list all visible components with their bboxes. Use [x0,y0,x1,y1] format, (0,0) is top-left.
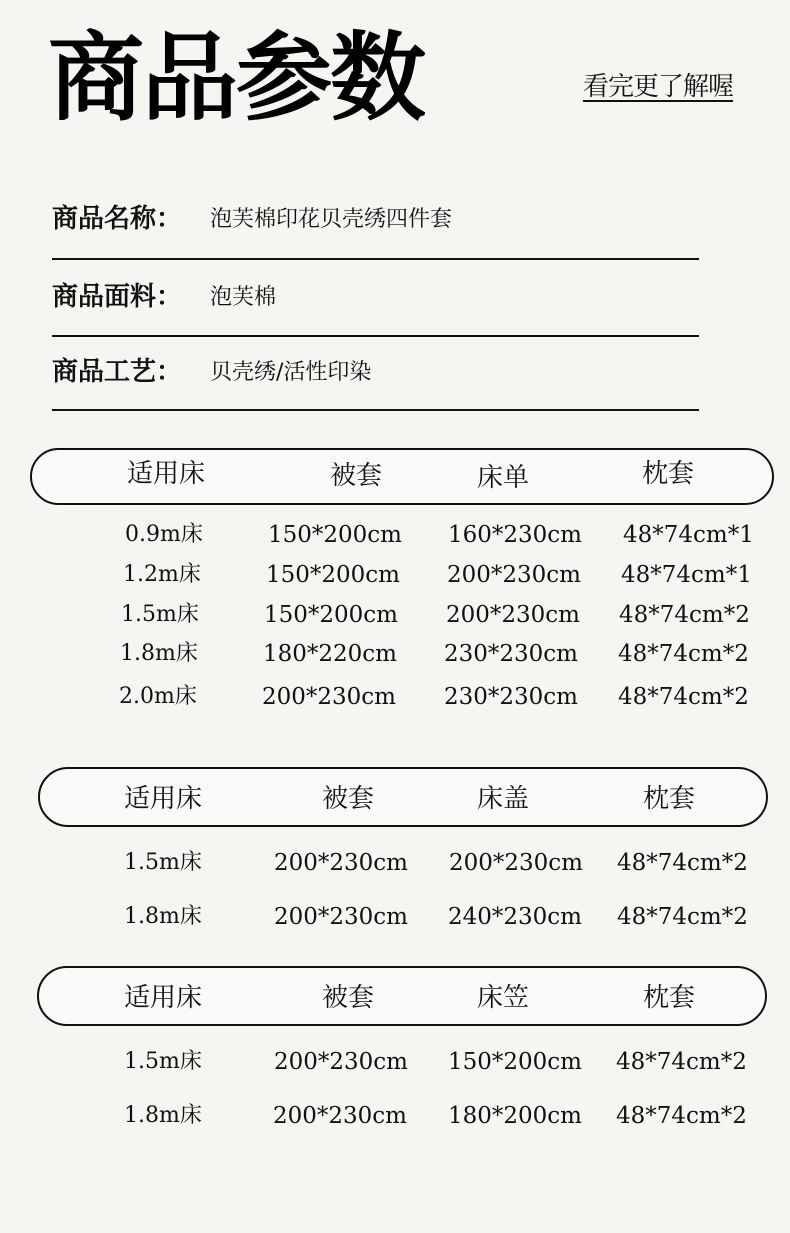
sheet-size: 230*230cm [444,684,578,710]
duvet-size: 200*230cm [262,684,396,710]
duvet-size: 200*230cm [274,1049,408,1075]
pillowcase-size: 48*74cm*1 [623,522,754,548]
info-value: 泡芙棉印花贝壳绣四件套 [210,207,453,232]
column-header: 被套 [322,784,375,814]
bed-size: 1.5m床 [124,850,202,875]
column-header: 适用床 [124,784,203,814]
divider [52,335,699,337]
bed-size: 1.8m床 [120,641,198,666]
column-header: 被套 [322,983,375,1013]
pillowcase-size: 48*74cm*1 [621,562,752,588]
bedspread-size: 200*230cm [449,850,583,876]
duvet-size: 150*200cm [268,522,402,548]
pillowcase-size: 48*74cm*2 [617,850,748,876]
column-header: 适用床 [124,983,203,1013]
sheet-size: 230*230cm [444,641,578,667]
column-header: 适用床 [127,459,206,489]
learn-more-link[interactable]: 看完更了解喔 [583,72,734,102]
column-header: 床盖 [477,784,530,814]
info-value: 贝壳绣/活性印染 [210,360,372,385]
info-label: 商品面料： [52,282,183,312]
duvet-size: 180*220cm [263,641,397,667]
pillowcase-size: 48*74cm*2 [618,641,749,667]
info-value: 泡芙棉 [210,285,277,310]
column-header: 枕套 [643,983,696,1013]
sheet-size: 200*230cm [446,602,580,628]
pillowcase-size: 48*74cm*2 [617,904,748,930]
pillowcase-size: 48*74cm*2 [616,1103,747,1129]
sheet-size: 200*230cm [447,562,581,588]
info-label: 商品工艺： [52,357,183,387]
page-title: 商品参数 [48,22,424,134]
bed-size: 1.8m床 [124,904,202,929]
column-header: 床单 [477,463,530,493]
sheet-size: 160*230cm [448,522,582,548]
bedspread-size: 240*230cm [448,904,582,930]
bed-size: 0.9m床 [125,522,203,547]
column-header: 被套 [330,461,383,491]
column-header: 床笠 [477,983,530,1013]
pillowcase-size: 48*74cm*2 [618,684,749,710]
divider [52,258,699,260]
duvet-size: 150*200cm [266,562,400,588]
info-label: 商品名称： [52,204,183,234]
duvet-size: 200*230cm [274,850,408,876]
bed-size: 1.5m床 [121,602,199,627]
bed-size: 1.8m床 [124,1103,202,1128]
duvet-size: 200*230cm [273,1103,407,1129]
divider [52,409,699,411]
column-header: 枕套 [642,459,695,489]
fitted-sheet-size: 180*200cm [448,1103,582,1129]
duvet-size: 200*230cm [274,904,408,930]
bed-size: 1.5m床 [124,1049,202,1074]
pillowcase-size: 48*74cm*2 [616,1049,747,1075]
bed-size: 2.0m床 [119,684,197,709]
column-header: 枕套 [643,784,696,814]
fitted-sheet-size: 150*200cm [448,1049,582,1075]
bed-size: 1.2m床 [123,562,201,587]
pillowcase-size: 48*74cm*2 [619,602,750,628]
duvet-size: 150*200cm [264,602,398,628]
